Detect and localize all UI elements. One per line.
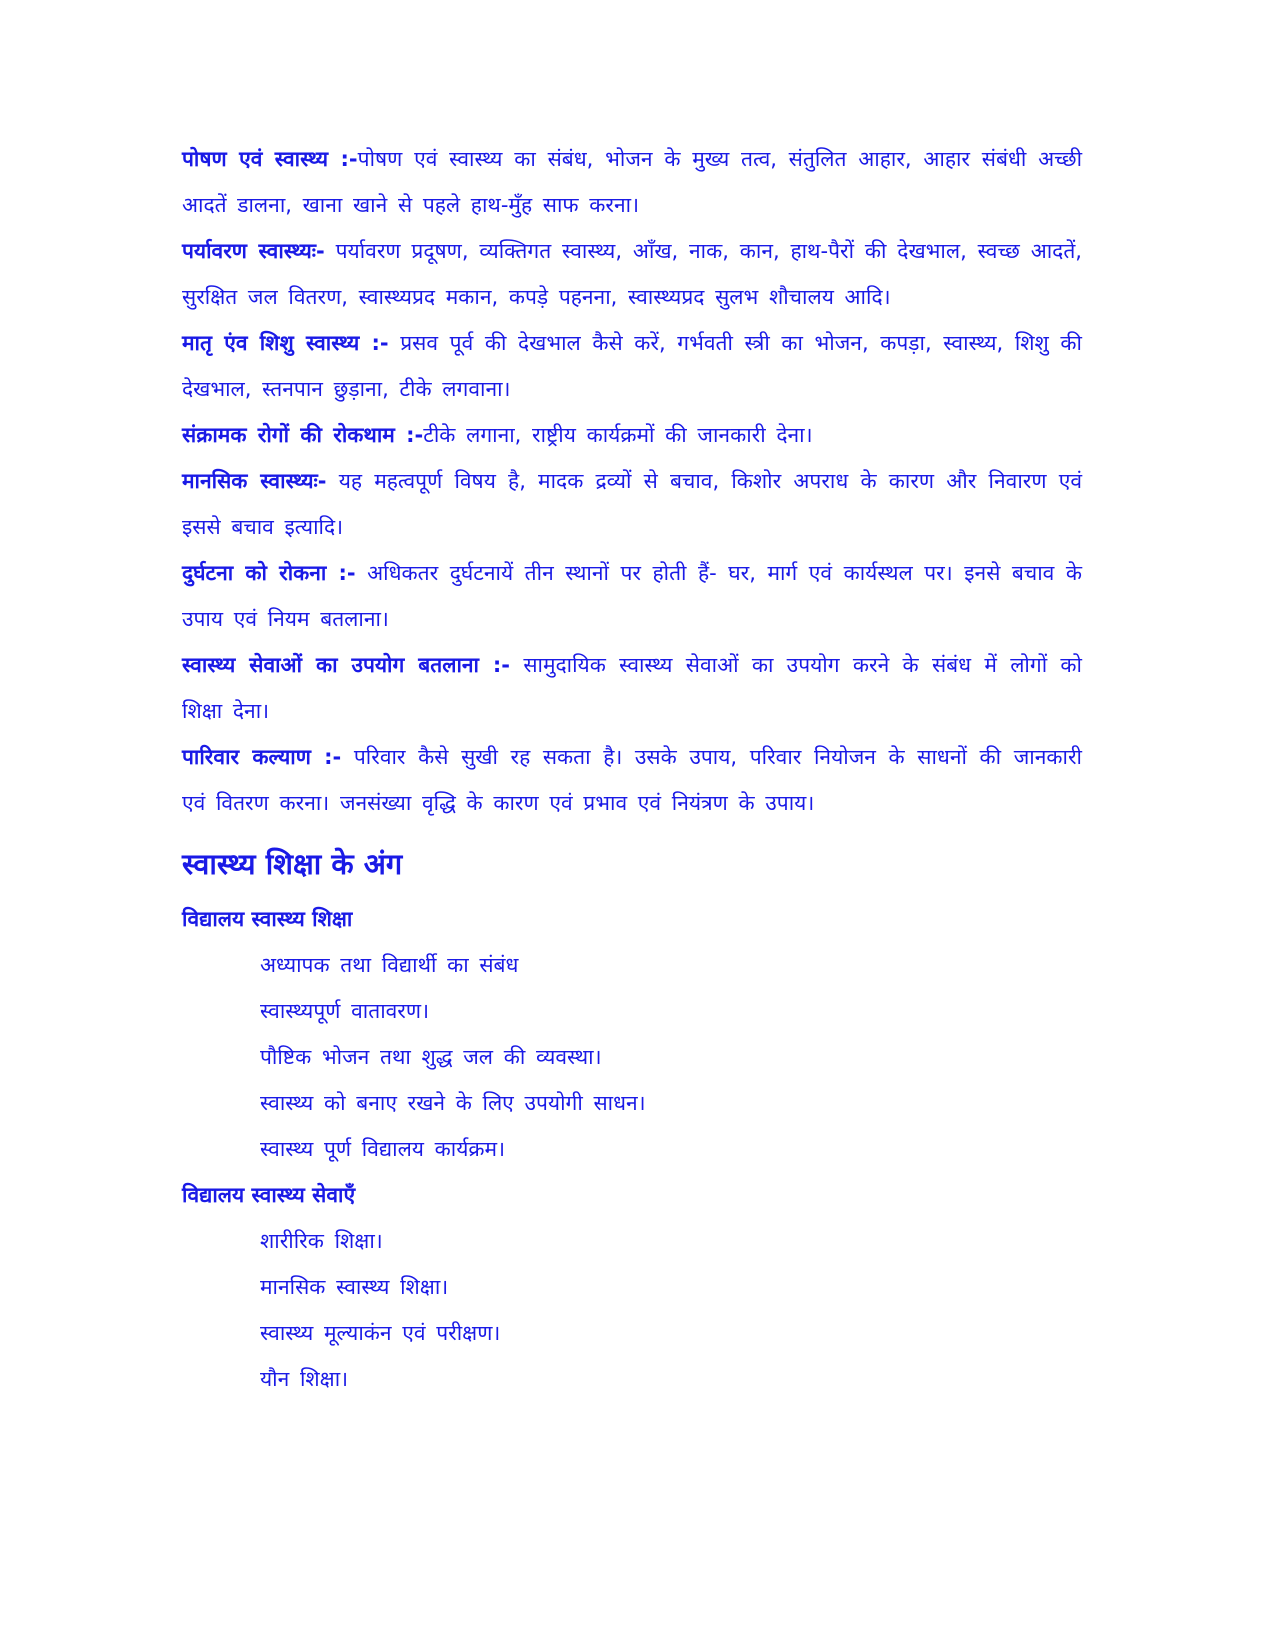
list-item: मानसिक स्वास्थ्य शिक्षा। <box>260 1275 449 1299</box>
list-item: यौन शिक्षा। <box>260 1367 349 1391</box>
paragraph-label: पर्यावरण स्वास्थ्यः- <box>182 239 325 263</box>
paragraph-label: मातृ एंव शिशु स्वास्थ्य :- <box>182 331 389 355</box>
paragraph-infectious-disease <box>182 412 1082 458</box>
list-item: स्वास्थ्य को बनाए रखने के लिए उपयोगी साधन। <box>260 1091 646 1115</box>
school-education-list <box>182 942 1082 1172</box>
paragraph-text: सामुदायिक स्वास्थ्य सेवाओं का उपयोग करने के संबंध में लोगों को शिक्षा देना। <box>182 653 1082 723</box>
list-item: स्वास्थ्य पूर्ण विद्यालय कार्यक्रम। <box>260 1137 506 1161</box>
paragraph-text: पोषण एवं स्वास्थ्य का संबंध, भोजन के मुख्य तत्व, संतुलित आहार, आहार संबंधी अच्छी आदतें डालना, खाना खाने से पहले हाथ-मुँह साफ करना। <box>182 147 1083 217</box>
list-item: अध्यापक तथा विद्यार्थी का संबंध <box>260 953 519 977</box>
paragraph-environment <box>182 228 1082 320</box>
list-item: पौष्टिक भोजन तथा शुद्ध जल की व्यवस्था। <box>260 1045 602 1069</box>
paragraph-label: पोषण एवं स्वास्थ्य :- <box>182 147 358 171</box>
document-page <box>182 136 1082 1402</box>
section-heading: स्वास्थ्य शिक्षा के अंग <box>182 847 403 881</box>
list-item: स्वास्थ्य मूल्याकंन एवं परीक्षण। <box>260 1321 501 1345</box>
paragraph-nutrition <box>182 136 1082 228</box>
paragraph-label: पारिवार कल्याण :- <box>182 745 342 769</box>
school-services-title: विद्यालय स्वास्थ्य सेवाएँ <box>182 1183 356 1207</box>
list-item: शारीरिक शिक्षा। <box>260 1229 383 1253</box>
paragraph-text: प्रसव पूर्व की देखभाल कैसे करें, गर्भवती स्त्री का भोजन, कपड़ा, स्वास्थ्य, शिशु की देखभाल, स्तनपान छुड़ाना, टीके लगवाना। <box>182 331 1082 401</box>
paragraph-maternal-child <box>182 320 1082 412</box>
paragraph-health-services <box>182 642 1082 734</box>
paragraph-family-welfare <box>182 734 1082 826</box>
paragraph-label: मानसिक स्वास्थ्यः- <box>182 469 327 493</box>
paragraph-text: परिवार कैसे सुखी रह सकता है। उसके उपाय, परिवार नियोजन के साधनों की जानकारी एवं वितरण करना। जनसंख्या वृद्धि के कारण एवं प्रभाव एवं नियंत्रण के उपाय। <box>182 745 1082 815</box>
paragraph-text: पर्यावरण प्रदूषण, व्यक्तिगत स्वास्थ्य, आँख, नाक, कान, हाथ-पैरों की देखभाल, स्वच्छ आदतें, सुरक्षित जल वितरण, स्वास्थ्यप्रद मकान, कपड़े पहनना, स्वास्थ्यप्रद सुलभ शौचालय आदि। <box>182 239 1082 309</box>
paragraph-mental-health <box>182 458 1082 550</box>
list-item: स्वास्थ्यपूर्ण वातावरण। <box>260 999 430 1023</box>
paragraph-accident-prevention <box>182 550 1082 642</box>
school-services-list <box>182 1218 1082 1402</box>
paragraph-text: यह महत्वपूर्ण विषय है, मादक द्रव्यों से बचाव, किशोर अपराध के कारण और निवारण एवं इससे बचाव इत्यादि। <box>182 469 1082 539</box>
paragraph-label: संक्रामक रोगों की रोकथाम :- <box>182 423 424 447</box>
paragraph-text: अधिकतर दुर्घटनायें तीन स्थानों पर होती हैं- घर, मार्ग एवं कार्यस्थल पर। इनसे बचाव के उपाय एवं नियम बतलाना। <box>182 561 1082 631</box>
paragraph-label: स्वास्थ्य सेवाओं का उपयोग बतलाना :- <box>182 653 511 677</box>
school-education-title: विद्यालय स्वास्थ्य शिक्षा <box>182 907 353 931</box>
paragraph-text: टीके लगाना, राष्ट्रीय कार्यक्रमों की जानकारी देना। <box>423 423 813 447</box>
paragraph-label: दुर्घटना को रोकना :- <box>182 561 356 585</box>
